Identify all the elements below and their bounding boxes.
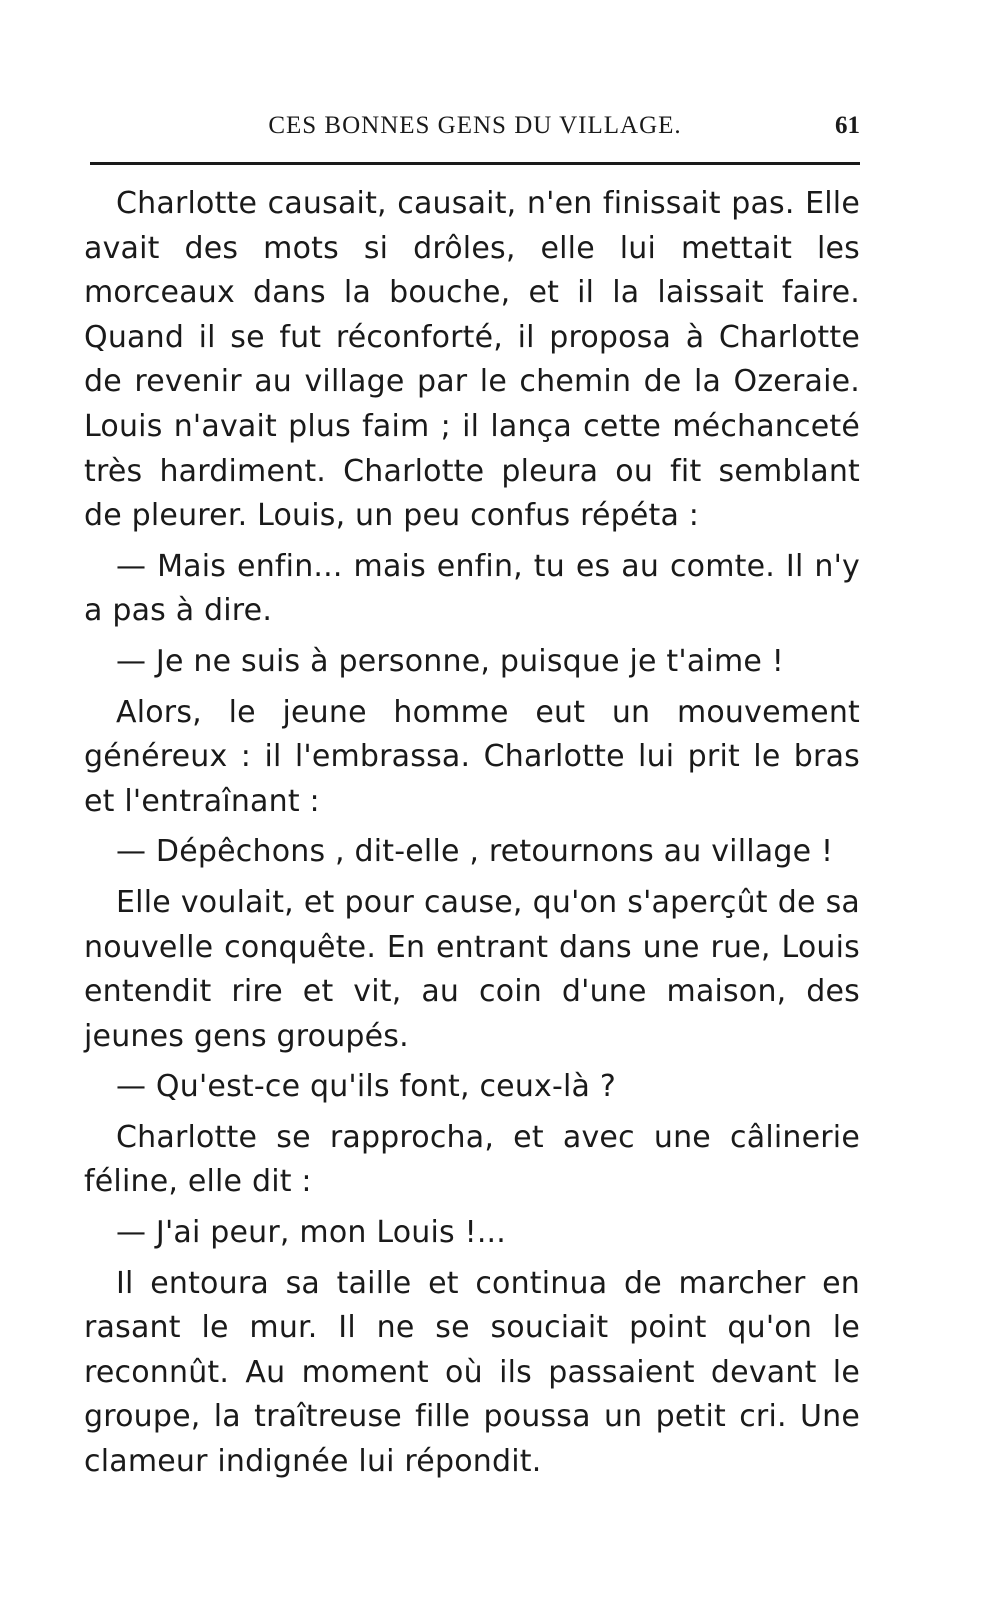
paragraph: — Mais enfin... mais enfin, tu es au comte. Il n'y a pas à dire. [84, 548, 860, 629]
paragraph: — Je ne suis à personne, puisque je t'aime ! [116, 643, 784, 679]
page-number: 61 [835, 112, 860, 139]
paragraph: Charlotte causait, causait, n'en finissait pas. Elle avait des mots si drôles, elle lui mettait les morceaux dans la bouche, et il la laissait faire. Quand il se fut réconforté, il proposa à Charlotte de revenir au village par le chemin de la Ozeraie. Louis n'avait plus faim ; il lança cette méchanceté très hardiment. Charlotte pleura ou fit semblant de pleurer. Louis, un peu confus répéta : [84, 186, 860, 534]
paragraph: Elle voulait, et pour cause, qu'on s'aperçût de sa nouvelle conquête. En entrant dans une rue, Louis entendit rire et vit, au coin d'une maison, des jeunes gens groupés. [84, 884, 860, 1054]
paragraph: Alors, le jeune homme eut un mouvement généreux : il l'embrassa. Charlotte lui prit le bras et l'entraînant : [84, 694, 860, 819]
body-text [84, 182, 860, 1485]
header-rule [90, 162, 860, 165]
page-header [90, 112, 860, 152]
paragraph: Il entoura sa taille et continua de marcher en rasant le mur. Il ne se souciait point qu'on le reconnût. Au moment où ils passaient devant le groupe, la traîtreuse fille poussa un petit cri. Une clameur indignée lui répondit. [84, 1265, 860, 1480]
paragraph: — Dépêchons , dit-elle , retournons au village ! [116, 834, 834, 870]
paragraph: Charlotte se rapprocha, et avec une câlinerie féline, elle dit : [84, 1119, 860, 1200]
paragraph: — Qu'est-ce qu'ils font, ceux-là ? [116, 1069, 616, 1105]
paragraph: — J'ai peur, mon Louis !... [116, 1215, 507, 1251]
running-title: CES BONNES GENS DU VILLAGE. [268, 112, 682, 139]
